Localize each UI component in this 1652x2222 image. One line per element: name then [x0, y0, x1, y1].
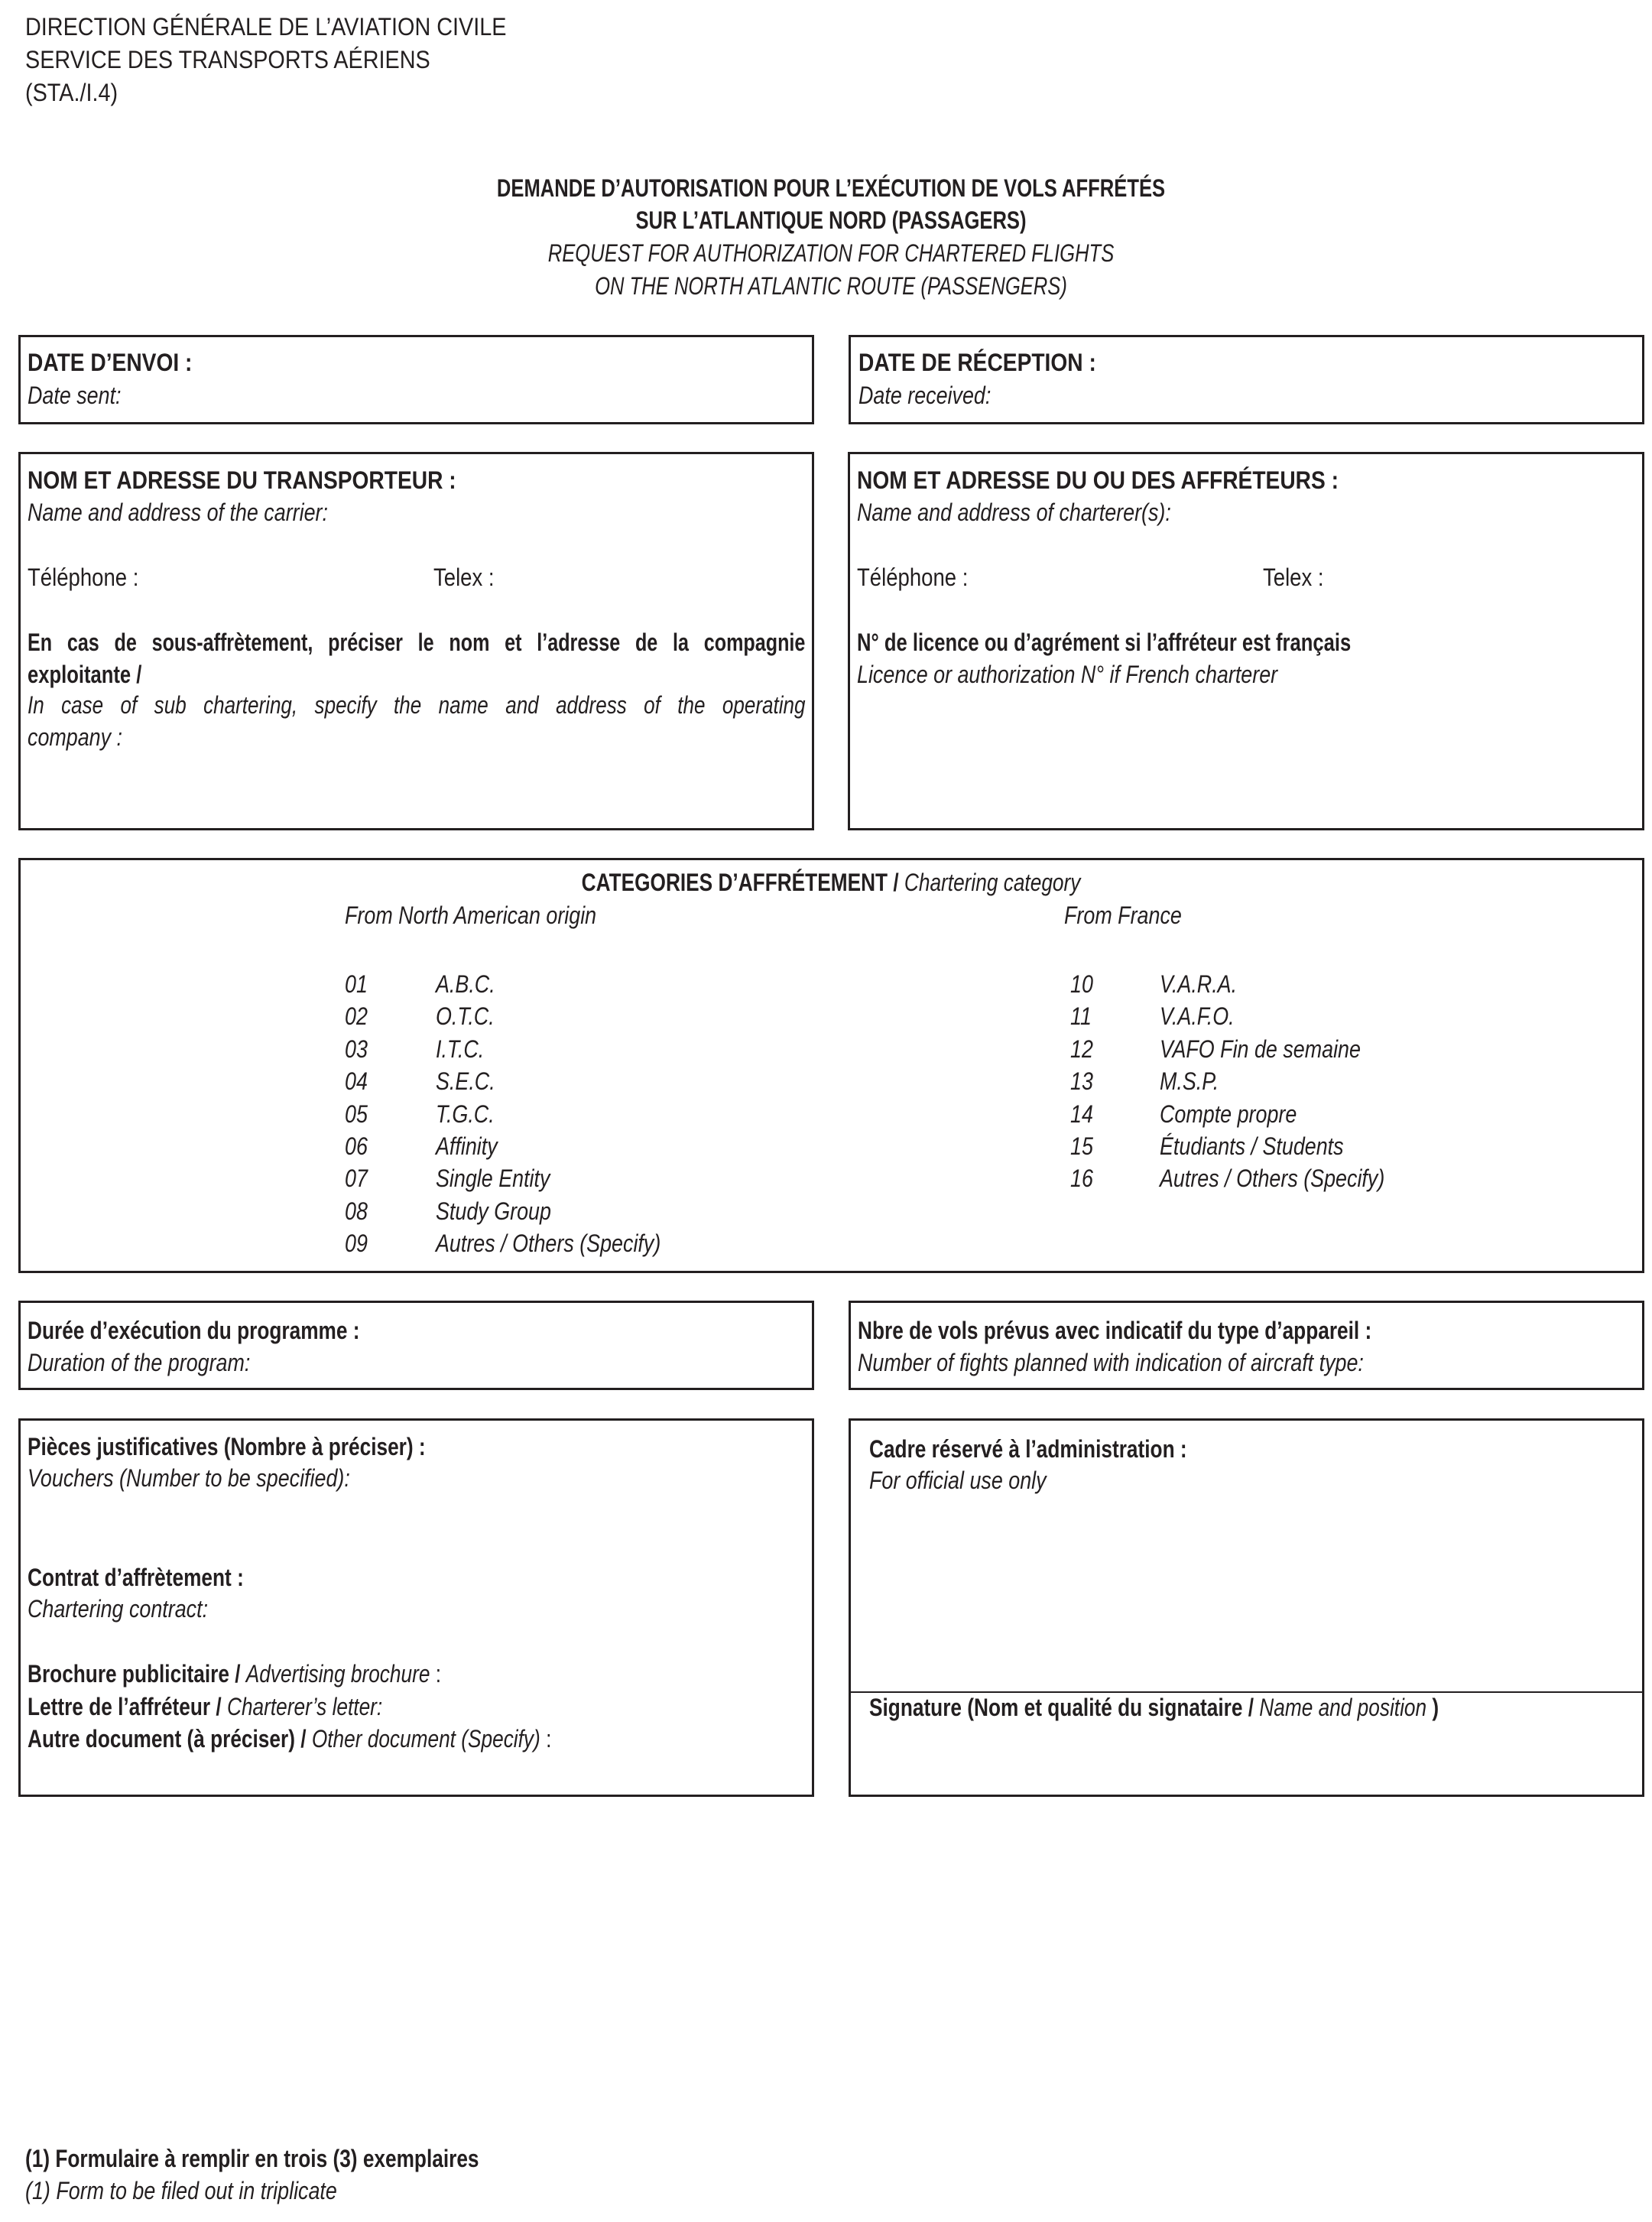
chartering-category-section [18, 858, 1644, 1273]
carrier-label-en: Name and address of the carrier: [28, 499, 328, 526]
carrier-telephone-label: Téléphone : [28, 564, 139, 591]
other-label-en: Other document (Specify) [311, 1725, 540, 1753]
category-code: 07 [345, 1165, 368, 1192]
category-label[interactable]: Autres / Others (Specify) [436, 1230, 661, 1257]
admin-label-en: For official use only [869, 1467, 1047, 1494]
category-code: 13 [1070, 1067, 1093, 1095]
page-title-en-2: ON THE NORTH ATLANTIC ROUTE (PASSENGERS) [595, 272, 1067, 300]
other-document-line [28, 1723, 551, 1755]
category-code: 16 [1070, 1165, 1093, 1192]
category-label[interactable]: V.A.R.A. [1160, 970, 1238, 998]
other-suffix: : [540, 1725, 552, 1753]
header-line-3: (STA./I.4) [25, 79, 118, 106]
category-code: 08 [345, 1197, 368, 1225]
date-received-label-fr: DATE DE RÉCEPTION : [858, 349, 1096, 376]
brochure-suffix: : [430, 1660, 442, 1688]
categories-title-en: Chartering category [904, 869, 1081, 896]
charterers-telex-label: Telex : [1263, 564, 1324, 591]
category-code: 11 [1070, 1002, 1092, 1030]
contract-label-fr: Contrat d’affrètement : [28, 1564, 244, 1591]
charterers-telephone-label: Téléphone : [857, 564, 969, 591]
north-america-heading: From North American origin [345, 901, 597, 929]
category-label[interactable]: T.G.C. [436, 1100, 495, 1128]
subcharter-label-en-2: company : [28, 723, 123, 751]
category-label[interactable]: M.S.P. [1160, 1067, 1219, 1095]
duration-label-en: Duration of the program: [28, 1349, 251, 1376]
category-code: 01 [345, 970, 368, 998]
category-label[interactable]: I.T.C. [436, 1035, 485, 1063]
vouchers-label-en: Vouchers (Number to be specified): [28, 1464, 350, 1492]
category-label[interactable]: S.E.C. [436, 1067, 495, 1095]
page-title-en-1: REQUEST FOR AUTHORIZATION FOR CHARTERED FLIGHTS [547, 239, 1115, 267]
brochure-label-en: Advertising brochure [245, 1660, 430, 1688]
category-label[interactable]: Study Group [436, 1197, 551, 1225]
category-label[interactable]: Single Entity [436, 1165, 550, 1192]
brochure-label-fr: Brochure publicitaire / [28, 1660, 241, 1688]
vouchers-label-fr: Pièces justificatives (Nombre à préciser) : [28, 1433, 426, 1460]
duration-label-fr: Durée d’exécution du programme : [28, 1317, 360, 1344]
admin-label-fr: Cadre réservé à l’administration : [869, 1435, 1187, 1463]
category-label[interactable]: V.A.F.O. [1160, 1002, 1235, 1030]
category-label[interactable]: Affinity [436, 1132, 498, 1160]
subcharter-label-en-1: In case of sub chartering, specify the name and address of the operating [28, 691, 806, 719]
other-label-fr: Autre document (à préciser) / [28, 1725, 307, 1753]
category-label[interactable]: Autres / Others (Specify) [1160, 1165, 1385, 1192]
charterers-label-fr: NOM ET ADRESSE DU OU DES AFFRÉTEURS : [857, 466, 1339, 494]
licence-label-en: Licence or authorization N° if French charterer [857, 661, 1278, 688]
signature-label-en: Name and position [1259, 1694, 1427, 1721]
category-label[interactable]: VAFO Fin de semaine [1160, 1035, 1361, 1063]
header-line-2: SERVICE DES TRANSPORTS AÉRIENS [25, 46, 430, 73]
category-code: 09 [345, 1230, 368, 1257]
footnote-en: (1) Form to be filed out in triplicate [25, 2177, 337, 2204]
subcharter-label-fr-2: exploitante / [28, 661, 142, 688]
category-label[interactable]: Étudiants / Students [1160, 1132, 1344, 1160]
category-code: 14 [1070, 1100, 1093, 1128]
page-title-fr-2: SUR L’ATLANTIQUE NORD (PASSAGERS) [635, 206, 1027, 234]
date-received-label-en: Date received: [858, 382, 992, 409]
category-label[interactable]: A.B.C. [436, 970, 495, 998]
categories-title [329, 866, 1332, 898]
page-title-fr-1: DEMANDE D’AUTORISATION POUR L’EXÉCUTION DE VOLS AFFRÉTÉS [496, 174, 1166, 202]
carrier-label-fr: NOM ET ADRESSE DU TRANSPORTEUR : [28, 466, 456, 494]
footnote-fr: (1) Formulaire à remplir en trois (3) exemplaires [25, 2145, 479, 2172]
date-sent-label-fr: DATE D’ENVOI : [28, 349, 193, 376]
contract-label-en: Chartering contract: [28, 1595, 209, 1623]
flights-label-en: Number of fights planned with indication of aircraft type: [858, 1349, 1364, 1376]
brochure-line [28, 1658, 441, 1690]
category-code: 05 [345, 1100, 368, 1128]
category-code: 04 [345, 1067, 368, 1095]
carrier-telex-label: Telex : [433, 564, 495, 591]
category-code: 06 [345, 1132, 368, 1160]
licence-label-fr: N° de licence ou d’agrément si l’affréteur est français [857, 629, 1352, 656]
signature-field[interactable] [869, 1691, 1439, 1723]
category-code: 12 [1070, 1035, 1093, 1063]
flights-label-fr: Nbre de vols prévus avec indicatif du type d’appareil : [858, 1317, 1372, 1344]
subcharter-label-fr-1: En cas de sous-affrètement, préciser le nom et l’adresse de la compagnie [28, 629, 806, 656]
signature-label-fr: Signature (Nom et qualité du signataire / [869, 1694, 1254, 1721]
category-label[interactable]: O.T.C. [436, 1002, 495, 1030]
header-line-1: DIRECTION GÉNÉRALE DE L’AVIATION CIVILE [25, 13, 507, 41]
categories-title-fr: CATEGORIES D’AFFRÉTEMENT / [581, 869, 899, 896]
letter-label-fr: Lettre de l’affréteur / [28, 1693, 222, 1720]
date-sent-label-en: Date sent: [28, 382, 122, 409]
france-heading: From France [1064, 901, 1182, 929]
charterers-label-en: Name and address of charterer(s): [857, 499, 1171, 526]
category-code: 03 [345, 1035, 368, 1063]
category-code: 15 [1070, 1132, 1093, 1160]
letter-label-en: Charterer’s letter: [227, 1693, 383, 1720]
signature-suffix: ) [1426, 1694, 1439, 1721]
category-code: 02 [345, 1002, 368, 1030]
category-label[interactable]: Compte propre [1160, 1100, 1297, 1128]
category-code: 10 [1070, 970, 1093, 998]
letter-line [28, 1691, 382, 1723]
